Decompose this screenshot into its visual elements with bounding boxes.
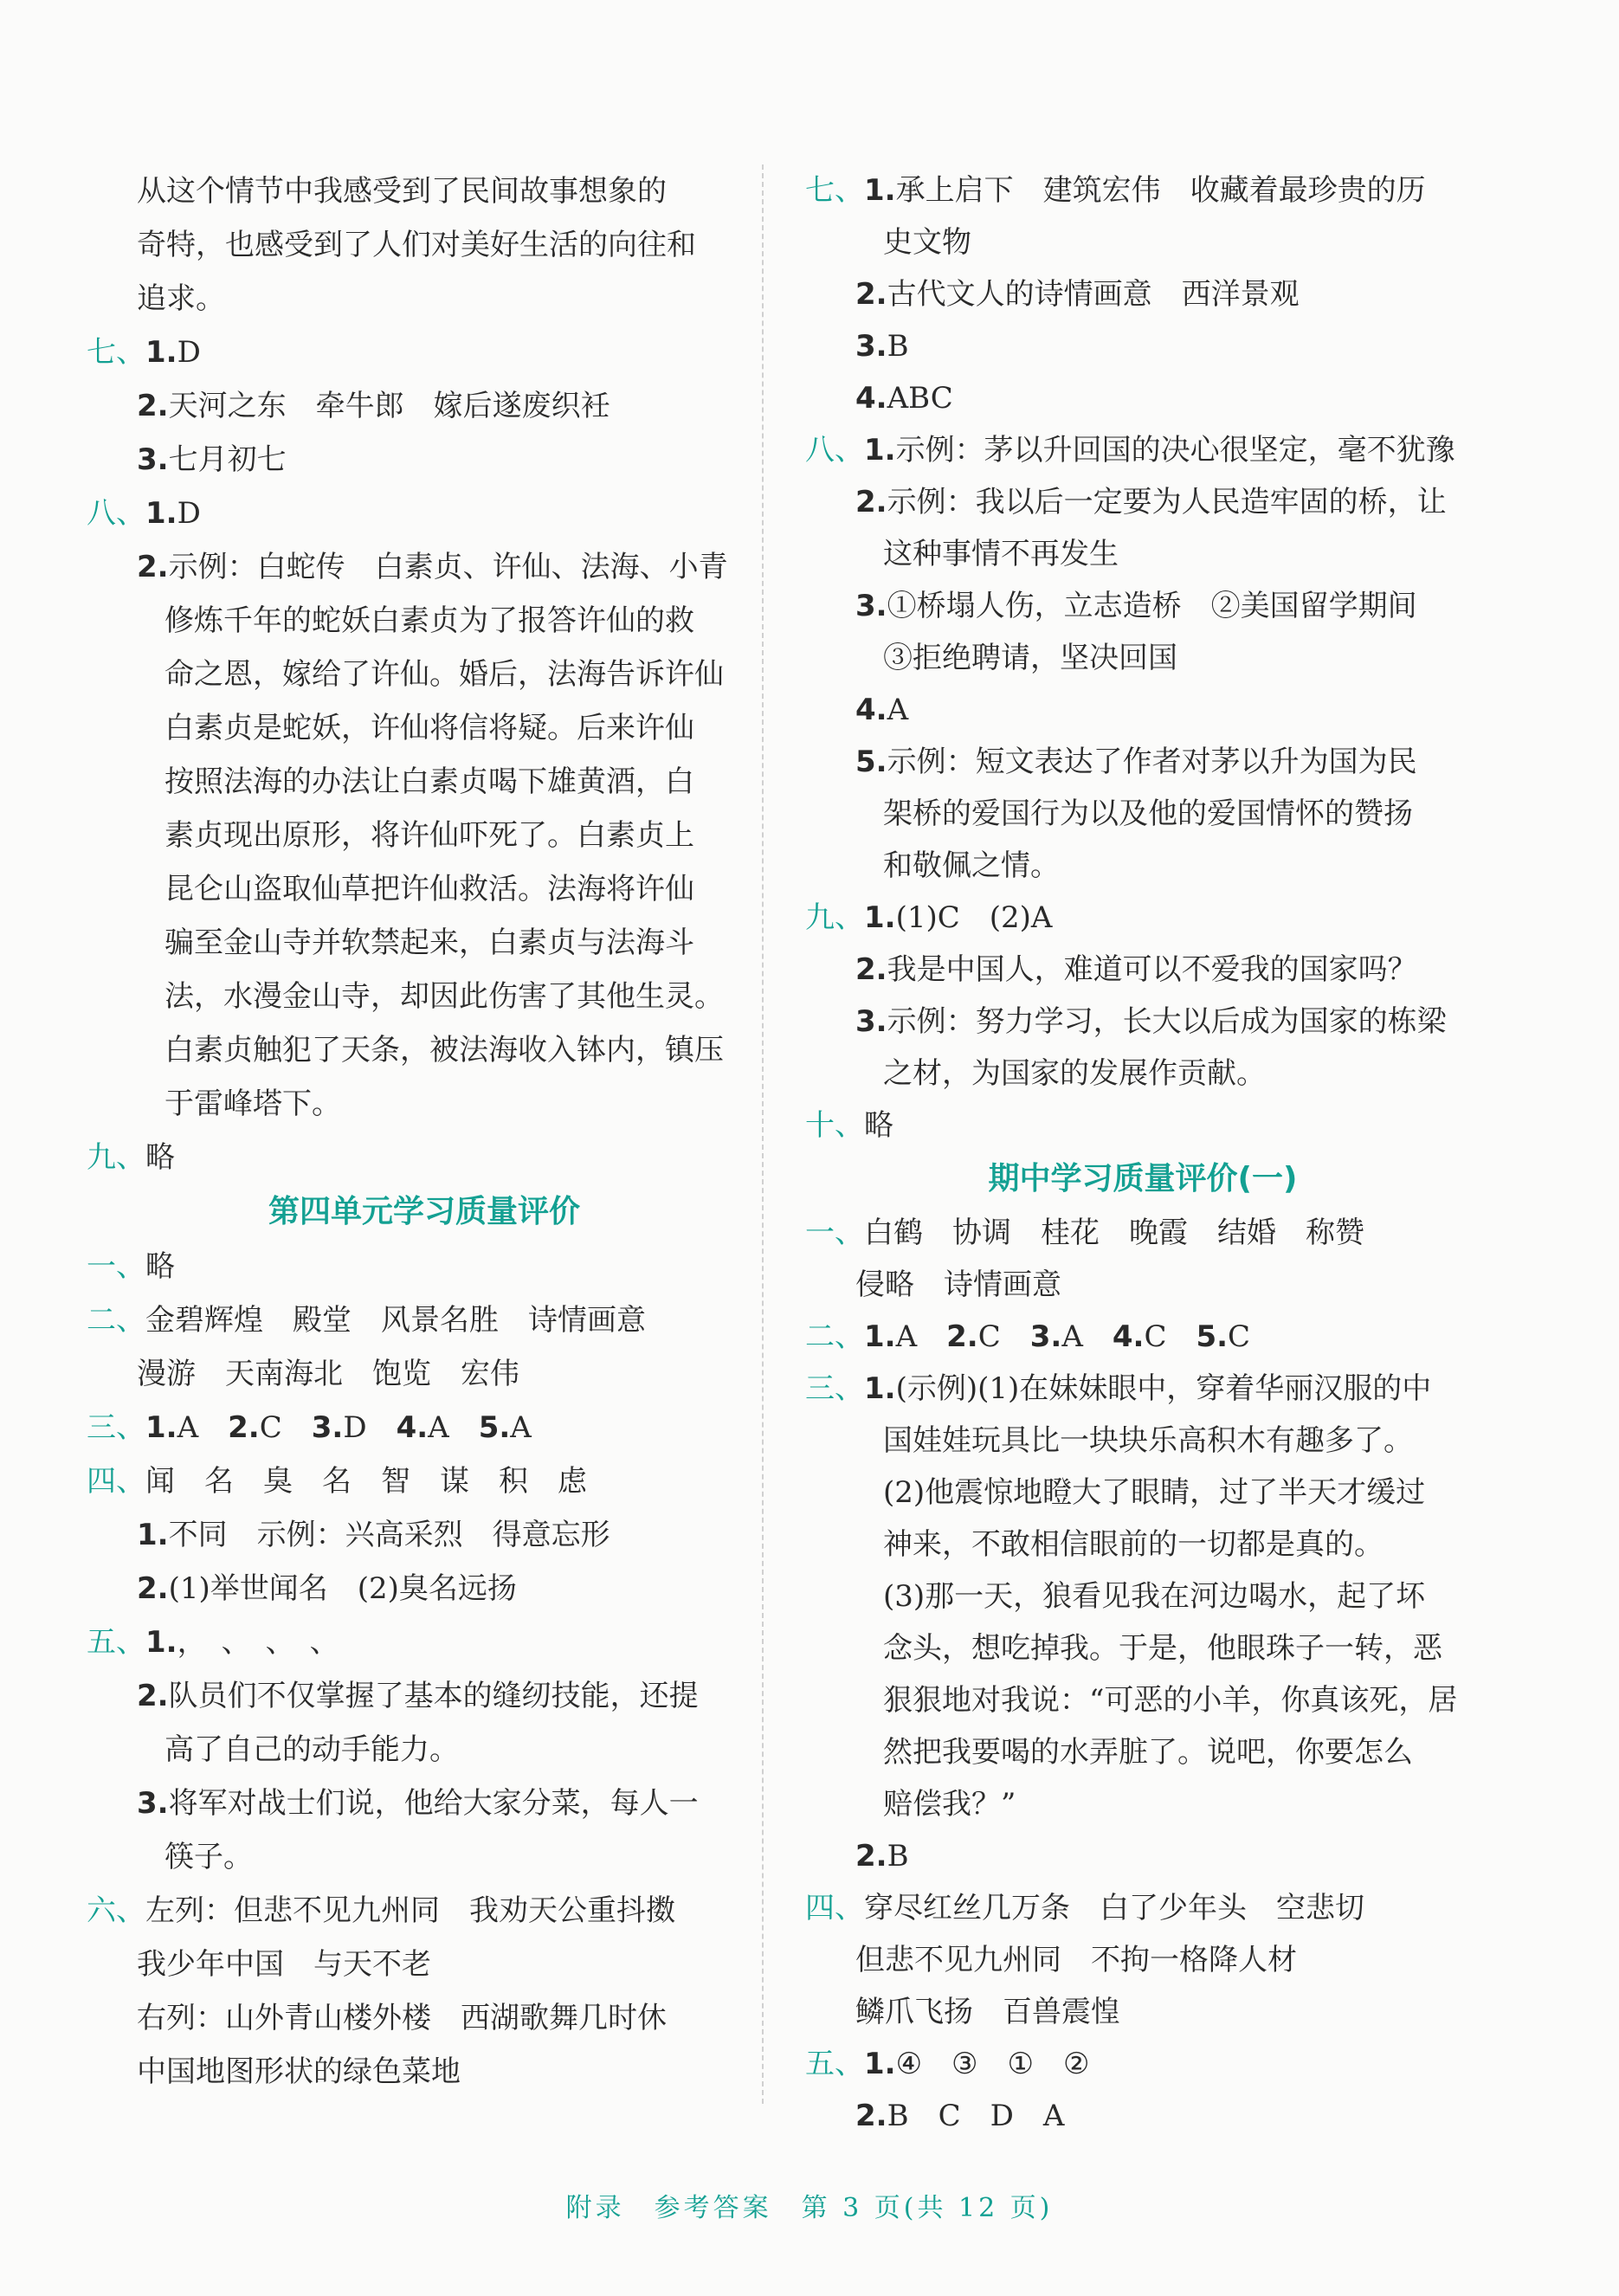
text-line: 右列：山外青山楼外楼 西湖歌舞几时休 (137, 2001, 667, 2035)
text-line: 架桥的爱国行为以及他的爱国情怀的赞扬 (883, 797, 1413, 831)
text-line: 和敬佩之情。 (883, 848, 1060, 883)
text-line: 然把我要喝的水弄脏了。说吧，你要怎么 (883, 1735, 1413, 1770)
column-divider (762, 164, 764, 2104)
section-mark: 五、 (87, 1625, 145, 1660)
text-line: 追求。 (137, 281, 225, 316)
text-line: 念头，想吃掉我。于是，他眼珠子一转，恶 (883, 1631, 1442, 1666)
text-line: 侵略 诗情画意 (855, 1267, 1061, 1302)
unit4-section-5-item-2: 2.队员们不仅掌握了基本的缝纫技能，还提 (137, 1679, 699, 1713)
unit4-section-1: 一、略 (87, 1249, 175, 1284)
unit4-section-4-item-2: 2.(1)举世闻名 (2)臭名远扬 (137, 1571, 517, 1606)
text-line: 国娃娃玩具比一块块乐高积木有趣多了。 (883, 1423, 1413, 1458)
text-line: (2)他震惊地瞪大了眼睛，过了半天才缓过 (883, 1475, 1426, 1510)
section-7-item-2: 2.古代文人的诗情画意 西洋景观 (855, 277, 1300, 312)
section-mark: 一、 (87, 1249, 145, 1284)
section-mark: 七、 (87, 335, 145, 370)
text-line: 昆仑山盗取仙草把许仙救活。法海将许仙 (164, 872, 694, 906)
section-mark: 十、 (805, 1108, 864, 1143)
section-8-item-5: 5.示例：短文表达了作者对茅以升为国为民 (855, 745, 1417, 779)
section-mark: 四、 (87, 1464, 145, 1499)
text-line: 这种事情不再发生 (883, 537, 1119, 571)
section-9-item-3: 3.示例：努力学习，长大以后成为国家的栋梁 (855, 1004, 1447, 1039)
section-9: 九、略 (87, 1140, 175, 1175)
section-mark: 二、 (87, 1303, 145, 1338)
section-8-item-2: 2.示例：白蛇传 白素贞、许仙、法海、小青 (137, 550, 728, 584)
section-mark: 三、 (87, 1410, 145, 1445)
section-8-item-1: 八、1.D (87, 496, 201, 531)
unit4-section-3: 三、1.A 2.C 3.D 4.A 5.A (87, 1410, 532, 1445)
section-mark: 八、 (805, 433, 864, 468)
text-line: 史文物 (883, 225, 971, 260)
section-mark: 一、 (805, 1216, 864, 1250)
text-line: 中国地图形状的绿色菜地 (137, 2054, 461, 2089)
text-line: 我少年中国 与天不老 (137, 1947, 431, 1982)
text-line: (3)那一天，狼看见我在河边喝水，起了坏 (883, 1579, 1426, 1614)
section-7-item-2: 2.天河之东 牵牛郎 嫁后遂废织衽 (137, 389, 610, 423)
text-line: 但悲不见九州同 不拘一格降人材 (855, 1943, 1297, 1977)
text-line: 于雷峰塔下。 (164, 1087, 341, 1121)
midterm-section-3-item-1: 三、1.(示例)(1)在妹妹眼中，穿着华丽汉服的中 (805, 1371, 1432, 1406)
section-mark: 九、 (87, 1140, 145, 1175)
text-line: 素贞现出原形，将许仙吓死了。白素贞上 (164, 818, 694, 853)
section-mark: 三、 (805, 1371, 864, 1406)
midterm-section-5-item-2: 2.B C D A (855, 2099, 1065, 2133)
section-7-item-3: 3.七月初七 (137, 442, 287, 477)
section-mark: 二、 (805, 1319, 864, 1354)
midterm-section-3-item-2: 2.B (855, 1839, 909, 1874)
text-line: 按照法海的办法让白素贞喝下雄黄酒，白 (164, 764, 694, 799)
text-line: 神来，不敢相信眼前的一切都是真的。 (883, 1527, 1384, 1562)
unit4-section-5-item-1: 五、1.， 、 、 、 (87, 1625, 339, 1660)
text-line: 狠狠地对我说：“可恶的小羊，你真该死，居 (883, 1683, 1458, 1718)
text-line: 赔偿我？” (883, 1787, 1016, 1822)
text-line: 高了自己的动手能力。 (164, 1732, 459, 1767)
text-line: 漫游 天南海北 饱览 宏伟 (137, 1357, 519, 1391)
unit4-section-4: 四、闻 名 臭 名 智 谋 积 虑 (87, 1464, 587, 1499)
section-8-item-2: 2.示例：我以后一定要为人民造牢固的桥，让 (855, 485, 1447, 519)
section-mark: 九、 (805, 900, 864, 935)
midterm-section-5-item-1: 五、1.④ ③ ① ② (805, 2047, 1090, 2081)
midterm-section-4: 四、穿尽红丝几万条 白了少年头 空悲切 (805, 1891, 1364, 1925)
section-10: 十、略 (805, 1108, 893, 1143)
right-column (805, 164, 1480, 2142)
section-mark: 六、 (87, 1893, 145, 1928)
section-8-item-1: 八、1.示例：茅以升回国的决心很坚定，毫不犹豫 (805, 433, 1455, 468)
section-7-item-4: 4.ABC (855, 381, 953, 416)
text-line: 从这个情节中我感受到了民间故事想象的 (137, 174, 667, 209)
left-column (87, 164, 762, 2099)
text-line: 修炼千年的蛇妖白素贞为了报答许仙的救 (164, 603, 694, 638)
text-line: 命之恩，嫁给了许仙。婚后，法海告诉许仙 (164, 657, 724, 692)
text-line: 法，水漫金山寺，却因此伤害了其他生灵。 (164, 979, 724, 1014)
text-line: 之材，为国家的发展作贡献。 (883, 1056, 1266, 1091)
midterm-section-1: 一、白鹤 协调 桂花 晚霞 结婚 称赞 (805, 1216, 1364, 1250)
text-line: 白素贞触犯了天条，被法海收入钵内，镇压 (164, 1033, 724, 1067)
section-heading: 期中学习质量评价(一) (988, 1161, 1298, 1196)
text-line: 筷子。 (164, 1840, 253, 1874)
unit4-section-4-item-1: 1.不同 示例：兴高采烈 得意忘形 (137, 1518, 610, 1552)
text-line: ③拒绝聘请，坚决回国 (883, 641, 1177, 675)
text-line: 鳞爪飞扬 百兽震惶 (855, 1995, 1120, 2029)
section-9-item-2: 2.我是中国人，难道可以不爱我的国家吗？ (855, 952, 1417, 987)
section-9-item-1: 九、1.(1)C (2)A (805, 900, 1053, 935)
section-mark: 四、 (805, 1891, 864, 1925)
section-mark: 八、 (87, 496, 145, 531)
section-7-item-1: 七、1.承上启下 建筑宏伟 收藏着最珍贵的历 (805, 173, 1426, 208)
section-7-item-3: 3.B (855, 329, 909, 364)
unit4-section-6: 六、左列：但悲不见九州同 我劝天公重抖擞 (87, 1893, 675, 1928)
text-line: 白素贞是蛇妖，许仙将信将疑。后来许仙 (164, 711, 694, 745)
section-8-item-4: 4.A (855, 693, 909, 727)
midterm-section-2: 二、1.A 2.C 3.A 4.C 5.C (805, 1319, 1251, 1354)
section-mark: 五、 (805, 2047, 864, 2081)
section-7-item-1: 七、1.D (87, 335, 201, 370)
text-line: 骗至金山寺并软禁起来，白素贞与法海斗 (164, 925, 694, 960)
section-heading: 第四单元学习质量评价 (268, 1194, 580, 1229)
unit4-section-5-item-3: 3.将军对战士们说，他给大家分菜，每人一 (137, 1786, 699, 1821)
section-8-item-3: 3.①桥塌人伤，立志造桥 ②美国留学期间 (855, 589, 1417, 623)
unit4-section-2: 二、金碧辉煌 殿堂 风景名胜 诗情画意 (87, 1303, 646, 1338)
page-footer: 附录 参考答案 第 3 页(共 12 页) (565, 2193, 1054, 2223)
text-line: 奇特，也感受到了人们对美好生活的向往和 (137, 228, 696, 262)
section-mark: 七、 (805, 173, 864, 208)
